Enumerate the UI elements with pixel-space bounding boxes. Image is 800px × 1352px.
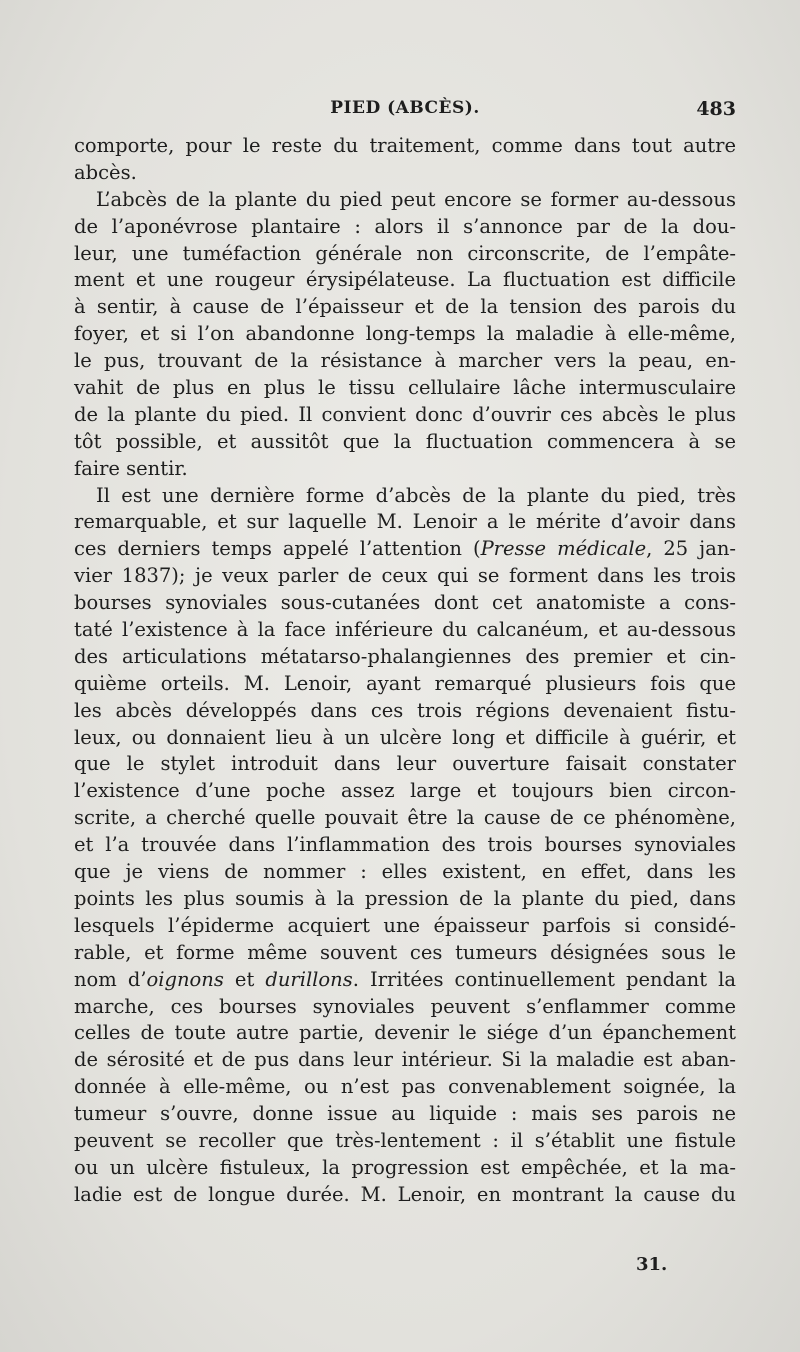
text-line: [74, 671, 736, 698]
line-text: que le stylet introduit dans leur ouverture faisait constater: [74, 752, 736, 776]
text-line: [74, 617, 736, 644]
line-text: tumeur s’ouvre, donne issue au liquide : mais ses parois ne: [74, 1102, 736, 1126]
text-line: [74, 160, 736, 187]
text-line: [74, 509, 736, 536]
text-line: [74, 536, 736, 563]
line-text: le pus, trouvant de la résistance à marcher vers la peau, en-: [74, 349, 736, 373]
line-text: ou un ulcère fistuleux, la progression est empêchée, et la ma-: [74, 1155, 736, 1179]
line-text: quième orteils. M. Lenoir, ayant remarqué plusieurs fois que: [74, 671, 736, 695]
text-line: [74, 133, 736, 160]
line-text: de l’aponévrose plantaire : alors il s’annonce par de la dou-: [74, 214, 736, 238]
page-number: 483: [696, 98, 736, 120]
text-line: [74, 348, 736, 375]
text-line: [74, 805, 736, 832]
text-line: [74, 402, 736, 429]
text-line: [74, 563, 736, 590]
text-line: [74, 859, 736, 886]
line-text: et l’a trouvée dans l’inflammation des trois bourses synoviales: [74, 833, 736, 857]
text-line: [74, 590, 736, 617]
line-text: vier 1837); je veux parler de ceux qui se forment dans les trois: [74, 564, 736, 588]
line-text: tôt possible, et aussitôt que la fluctuation commencera à se: [74, 429, 736, 453]
body-text: [74, 133, 736, 1209]
line-text: les abcès développés dans ces trois régions devenaient fistu-: [74, 698, 736, 722]
text-line: [74, 267, 736, 294]
line-text: scrite, a cherché quelle pouvait être la cause de ce phénomène,: [74, 806, 736, 830]
text-line: [74, 241, 736, 268]
text-line: [74, 187, 736, 214]
line-text: comporte, pour le reste du traitement, comme dans tout autre: [74, 134, 736, 157]
text-line: [74, 483, 736, 510]
line-text: bourses synoviales sous-cutanées dont cet anatomiste a cons-: [74, 591, 736, 615]
text-line: [74, 967, 736, 994]
line-text: ces derniers temps appelé l’attention (: [74, 537, 481, 561]
line-text: leur, une tuméfaction générale non circonscrite, de l’empâte-: [74, 241, 736, 265]
line-text: Il est une dernière forme d’abcès de la plante du pied, très: [96, 483, 736, 507]
italic-text: Presse médicale: [480, 537, 647, 561]
line-text: taté l’existence à la face inférieure du calcanéum, et au-dessous: [74, 618, 736, 642]
line-text: abcès.: [74, 160, 137, 184]
line-text: marche, ces bourses synoviales peuvent s’enflammer comme: [74, 994, 736, 1018]
line-text: que je viens de nommer : elles existent, en effet, dans les: [74, 860, 736, 884]
text-line: [74, 1101, 736, 1128]
line-text: remarquable, et sur laquelle M. Lenoir a le mérite d’avoir dans: [74, 510, 736, 534]
line-text: nom d’: [74, 967, 147, 991]
text-line: [74, 832, 736, 859]
text-line: [74, 1047, 736, 1074]
text-line: [74, 214, 736, 241]
text-line: [74, 1074, 736, 1101]
line-text: à sentir, à cause de l’épaisseur et de la tension des parois du: [74, 295, 736, 319]
text-line: [74, 913, 736, 940]
text-line: [74, 456, 736, 483]
line-text: L’abcès de la plante du pied peut encore se former au-dessous: [96, 187, 736, 211]
signature-mark: 31.: [636, 1254, 668, 1275]
line-text: et: [223, 967, 266, 991]
line-text: donnée à elle-même, ou n’est pas convenablement soignée, la: [74, 1075, 736, 1099]
italic-text: durillons: [265, 967, 353, 991]
line-text: des articulations métatarso-phalangiennes des premier et cin-: [74, 644, 736, 668]
line-text: , 25 jan-: [646, 537, 737, 561]
text-line: [74, 725, 736, 752]
italic-text: oignons: [146, 967, 224, 991]
text-line: [74, 1020, 736, 1047]
text-line: [74, 1182, 736, 1209]
line-text: ment et une rougeur érysipélateuse. La fluctuation est difficile: [74, 268, 736, 292]
text-line: [74, 994, 736, 1021]
line-text: ladie est de longue durée. M. Lenoir, en montrant la cause du: [74, 1182, 736, 1206]
text-line: [74, 294, 736, 321]
text-line: [74, 1128, 736, 1155]
text-line: [74, 644, 736, 671]
text-line: [74, 886, 736, 913]
line-text: . Irritées continuellement pendant la: [352, 967, 736, 991]
running-head: PIED (ABCÈS).: [330, 98, 480, 118]
text-line: [74, 1155, 736, 1182]
line-text: leux, ou donnaient lieu à un ulcère long et difficile à guérir, et: [74, 725, 736, 749]
text-line: [74, 375, 736, 402]
text-line: [74, 778, 736, 805]
line-text: faire sentir.: [74, 456, 188, 480]
text-line: [74, 321, 736, 348]
line-text: foyer, et si l’on abandonne long-temps la maladie à elle-même,: [74, 322, 736, 346]
line-text: peuvent se recoller que très-lentement : il s’établit une fistule: [74, 1128, 736, 1152]
text-line: [74, 751, 736, 778]
text-line: [74, 940, 736, 967]
line-text: rable, et forme même souvent ces tumeurs désignées sous le: [74, 940, 736, 964]
line-text: vahit de plus en plus le tissu cellulaire lâche intermusculaire: [74, 376, 736, 400]
text-line: [74, 429, 736, 456]
line-text: lesquels l’épiderme acquiert une épaisseur parfois si considé-: [74, 913, 736, 937]
line-text: de sérosité et de pus dans leur intérieur. Si la maladie est aban-: [74, 1048, 736, 1072]
page-header: [74, 98, 736, 128]
line-text: de la plante du pied. Il convient donc d’ouvrir ces abcès le plus: [74, 402, 736, 426]
line-text: l’existence d’une poche assez large et toujours bien circon-: [74, 779, 736, 803]
line-text: points les plus soumis à la pression de la plante du pied, dans: [74, 886, 736, 910]
text-line: [74, 698, 736, 725]
line-text: celles de toute autre partie, devenir le siége d’un épanchement: [74, 1021, 736, 1045]
